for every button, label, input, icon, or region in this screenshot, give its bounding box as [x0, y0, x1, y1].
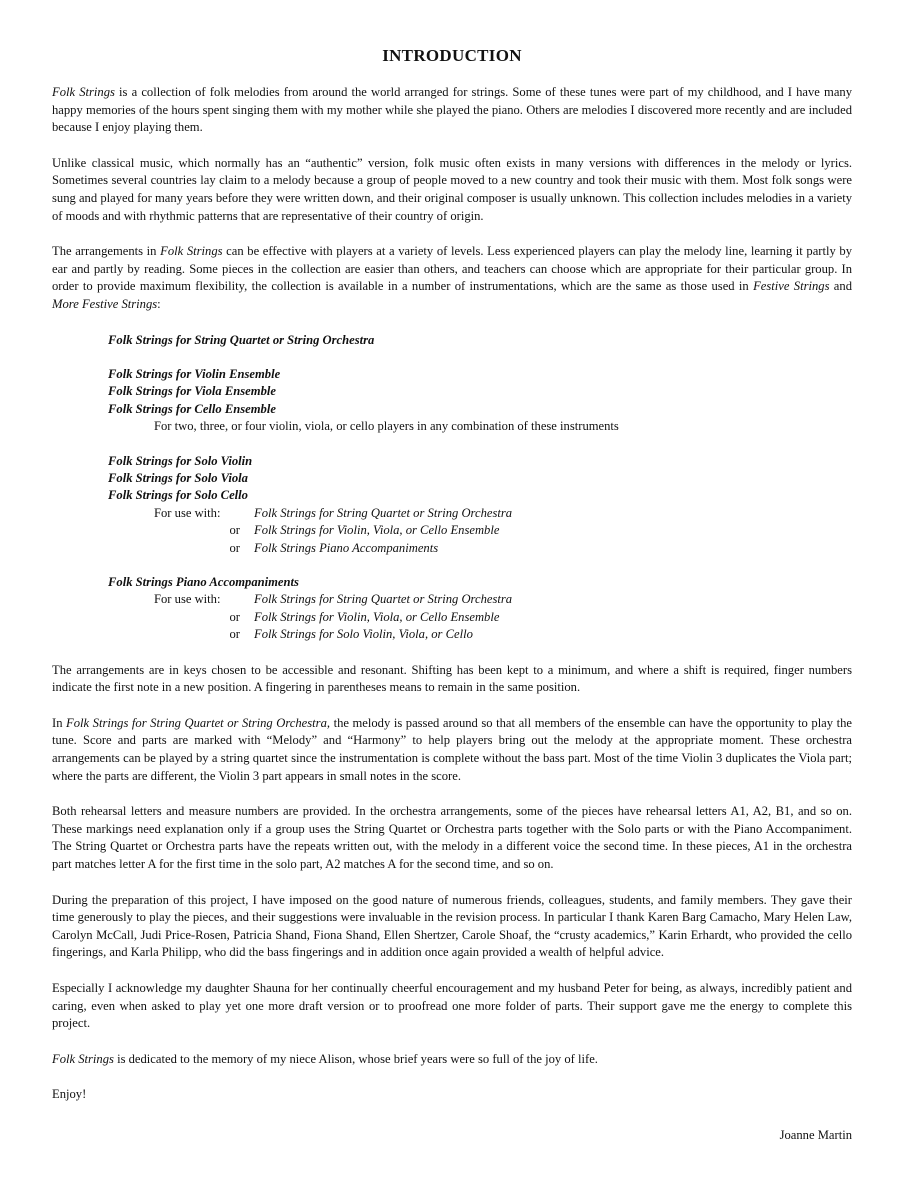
editions-list: [108, 332, 852, 644]
edition-group: [108, 453, 852, 557]
paragraph-family: Especially I acknowledge my daughter Shauna for her continually cheerful encouragement and my husband Peter for being, as always, incredibly patient and caring, even when asked to play yet one more draft version or to proofread one more folder of parts. Their support gave me the energy to complete this project.: [52, 980, 852, 1031]
edition-group: [108, 332, 852, 349]
edition-title: Folk Strings for Solo Violin: [108, 453, 253, 468]
edition-group: [108, 366, 852, 436]
signature: Joanne Martin: [779, 1128, 852, 1142]
paragraph-text: In: [52, 715, 67, 730]
edition-title: Folk Strings for Solo Cello: [108, 488, 248, 503]
paragraph-text: and: [829, 279, 852, 294]
or-label: or: [229, 627, 240, 642]
edition-title: Folk Strings for String Quartet or String Orchestra: [108, 332, 375, 347]
or-label: or: [229, 540, 240, 555]
italic-title: Folk Strings: [52, 85, 115, 99]
or-label: or: [229, 523, 240, 538]
paragraph-folk-music: Unlike classical music, which normally has an “authentic” version, folk music often exists in many versions with differences in the melody or lyrics. Sometimes several countries lay claim to a melody because a group of people moved to a new country and took their music with them. Most folk songs were sung and played for many years before they were written down, and their original composer is usually unknown. This collection includes melodies in a variety of moods and with rhythmic patterns that are representative of their country of origin.: [52, 155, 852, 223]
paragraph-keys: The arrangements are in keys chosen to be accessible and resonant. Shifting has been kept to a minimum, and where a shift is required, finger numbers indicate the first note in a new position. A fingering in parentheses means to remain in the same position.: [52, 662, 852, 695]
edition-group: [108, 574, 852, 644]
paragraph-text: :: [157, 296, 161, 311]
paragraph-dedication: [52, 1051, 852, 1069]
use-with-list: [108, 505, 852, 557]
edition-title: Folk Strings for Viola Ensemble: [108, 384, 276, 399]
paragraph-rehearsal: Both rehearsal letters and measure numbers are provided. In the orchestra arrangements, some of the pieces have rehearsal letters A1, A2, B1, and so on. These markings need explanation only if a group uses the String Quartet or Orchestra parts together with the Solo parts or with the Piano Accompaniment. The String Quartet or Orchestra parts have the repeats written out, with the melody in a different voice the second time. In these pieces, A1 in the orchestra part matches letter A for the first time in the solo part, A2 matches A for the second time, and so on.: [52, 804, 852, 871]
edition-title: Folk Strings for Solo Viola: [108, 470, 248, 485]
or-label: or: [229, 609, 240, 624]
closing-line: Enjoy!: [52, 1087, 87, 1102]
italic-title: More Festive Strings: [52, 296, 158, 311]
edition-note: For two, three, or four violin, viola, or cello players in any combination of these instruments: [154, 419, 619, 434]
paragraph-orchestra: [52, 715, 852, 785]
use-with-title: Folk Strings for Violin, Viola, or Cello Ensemble: [254, 523, 500, 538]
use-with-title: Folk Strings Piano Accompaniments: [254, 540, 439, 555]
use-with-title: Folk Strings for Solo Violin, Viola, or Cello: [254, 627, 473, 642]
use-with-title: Folk Strings for String Quartet or String Orchestra: [254, 592, 513, 607]
italic-title: Folk Strings for String Quartet or String Orchestra,: [66, 715, 331, 730]
edition-title: Folk Strings Piano Accompaniments: [108, 575, 299, 589]
paragraph-arrangements: [52, 243, 852, 313]
paragraph-text: is dedicated to the memory of my niece Alison, whose brief years were so full of the joy of life.: [113, 1051, 598, 1066]
use-with-list: [108, 591, 852, 643]
edition-title: Folk Strings for Cello Ensemble: [108, 401, 276, 416]
italic-title: Folk Strings: [160, 244, 223, 259]
paragraph-text: is a collection of folk melodies from around the world arranged for strings. Some of these tunes were part of my childhood, and I have many happy memories of the hours spent singing them with my mother while she played the piano. Others are melodies I discovered more recently and are included because I enjoy playing them.: [52, 85, 853, 135]
edition-title: Folk Strings for Violin Ensemble: [108, 366, 281, 381]
paragraph-thanks: During the preparation of this project, I have imposed on the good nature of numerous friends, colleagues, students, and family members. They gave their time generously to play the pieces, and their suggestions were invaluable in the revision process. In particular I thank Karen Barg Camacho, Mary Helen Law, Carolyn McCall, Judi Price-Rosen, Patricia Shand, Fiona Shand, Ellen Shertzer, Carole Shoaf, the “crusty academics,” Karin Erhardt, who provided the cello fingerings, and Karla Philipp, who did the bass fingerings and in addition once again provided a wealth of helpful advice.: [52, 892, 852, 960]
use-with-title: Folk Strings for String Quartet or String Orchestra: [254, 505, 513, 520]
italic-title: Folk Strings: [52, 1051, 114, 1066]
use-with-label: For use with:: [154, 505, 221, 520]
use-with-label: For use with:: [154, 592, 221, 607]
paragraph-intro: [52, 84, 852, 137]
paragraph-text: The arrangements in: [52, 244, 161, 259]
paragraph-text: the melody is passed around so that all members of the ensemble can have the opportunity to play the tune. Score and parts are marked with “Melody” and “Harmony” to help players bring out the melody at the appropriate moment. These orchestra arrangements can be played by a string quartet since the instrumentation is complete without the bass part. Most of the time Violin 3 duplicates the Viola part; where the parts are different, the Violin 3 part appears in small notes in the score.: [52, 715, 853, 783]
italic-title: Festive Strings: [753, 279, 830, 294]
use-with-title: Folk Strings for Violin, Viola, or Cello Ensemble: [254, 609, 500, 624]
page-title: INTRODUCTION: [382, 46, 522, 65]
paragraph-text: can be effective with players at a variety of levels. Less experienced players can play the melody line, learning it partly by ear and partly by reading. Some pieces in the collection are easier than others, and teachers can choose which are appropriate for their particular group. In order to provide maximum flexibility, the collection is available in a number of instrumentations, which are the same as those used in: [52, 244, 852, 294]
